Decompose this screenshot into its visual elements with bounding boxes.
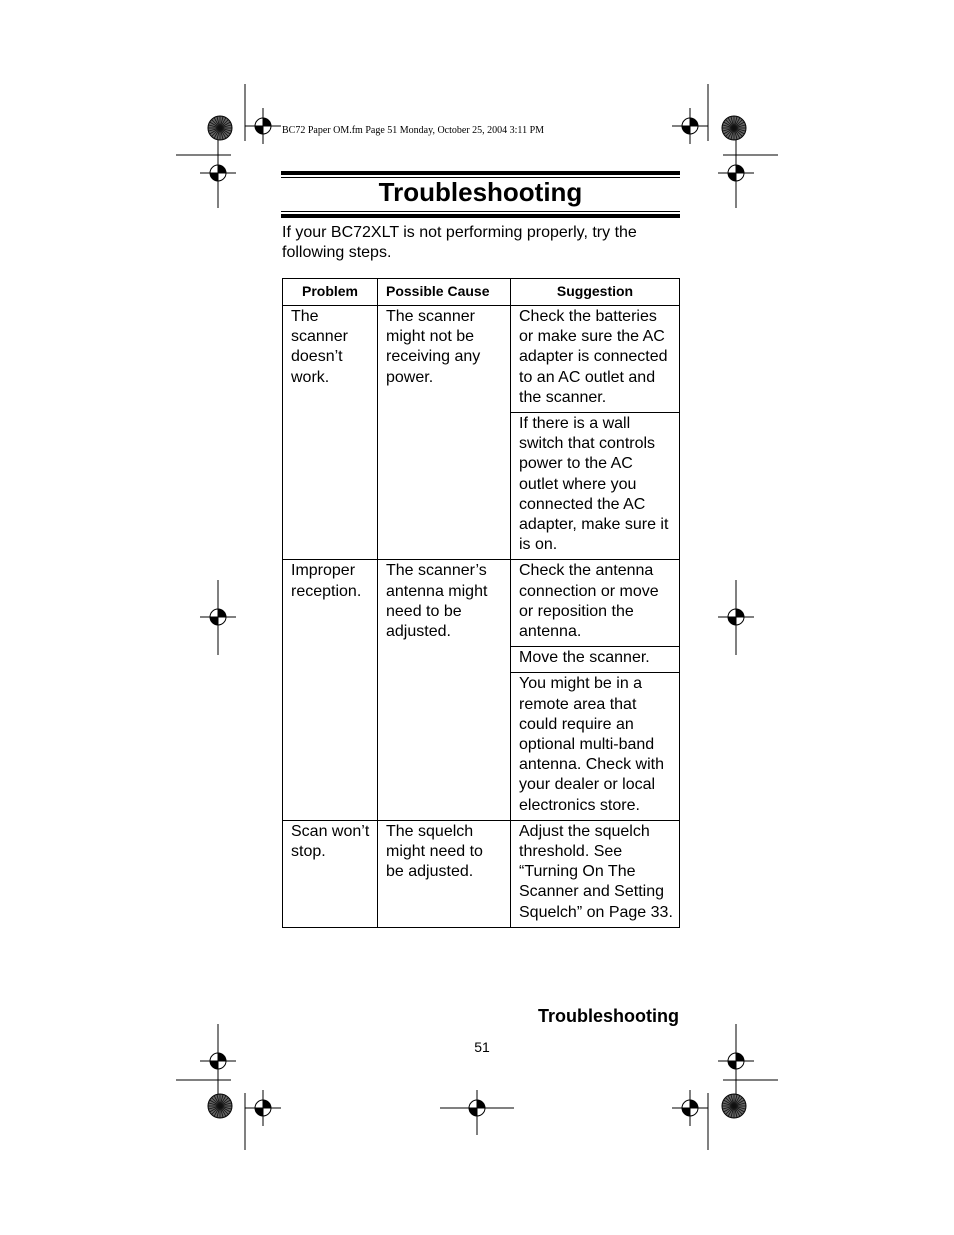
problem-cell: Scan won’t stop.: [283, 820, 378, 927]
cause-cell: The scanner might not be receiving any power.: [378, 306, 511, 560]
starburst-mark-icon: [722, 116, 746, 140]
header-suggestion: Suggestion: [511, 279, 680, 306]
suggestion-cell: If there is a wall switch that controls power to the AC outlet where you connected the AC adapter, make sure it is on.: [511, 413, 680, 560]
header-possible-cause: Possible Cause: [378, 279, 511, 306]
intro-paragraph: If your BC72XLT is not performing properly, try the following steps.: [282, 224, 637, 261]
starburst-mark-icon: [208, 116, 232, 140]
table-row: [283, 820, 680, 927]
starburst-mark-icon: [208, 1094, 232, 1118]
starburst-mark-icon: [722, 1094, 746, 1118]
suggestion-cell: Check the batteries or make sure the AC adapter is connected to an AC outlet and the scanner.: [511, 306, 680, 413]
page-title: Troubleshooting: [378, 177, 583, 207]
problem-cell: Improper reception.: [283, 560, 378, 820]
table-row: [283, 306, 680, 413]
table-row: [283, 560, 680, 647]
page-number: 51: [474, 1039, 490, 1055]
registration-target-icon: [672, 108, 708, 144]
registration-target-icon: [672, 1090, 708, 1126]
registration-target-icon: [245, 108, 281, 144]
troubleshooting-table: [282, 278, 680, 928]
suggestion-cell: Check the antenna connection or move or reposition the antenna.: [511, 560, 680, 647]
suggestion-cell: Adjust the squelch threshold. See “Turning On The Scanner and Setting Squelch” on Page 33.: [511, 820, 680, 927]
suggestion-cell: You might be in a remote area that could require an optional multi-band antenna. Check with your dealer or local electronics store.: [511, 673, 680, 820]
header-problem: Problem: [283, 279, 378, 306]
title-rule-bottom-thick: [281, 214, 680, 218]
table-header-row: [283, 279, 680, 306]
cause-cell: The scanner’s antenna might need to be adjusted.: [378, 560, 511, 820]
title-rule-bottom-thin: [281, 211, 680, 212]
footer-section-title: Troubleshooting: [538, 1006, 679, 1026]
print-header-line: BC72 Paper OM.fm Page 51 Monday, October 25, 2004 3:11 PM: [282, 125, 545, 136]
suggestion-cell: Move the scanner.: [511, 647, 680, 673]
cause-cell: The squelch might need to be adjusted.: [378, 820, 511, 927]
problem-cell: The scanner doesn’t work.: [283, 306, 378, 560]
registration-target-icon: [245, 1090, 281, 1126]
